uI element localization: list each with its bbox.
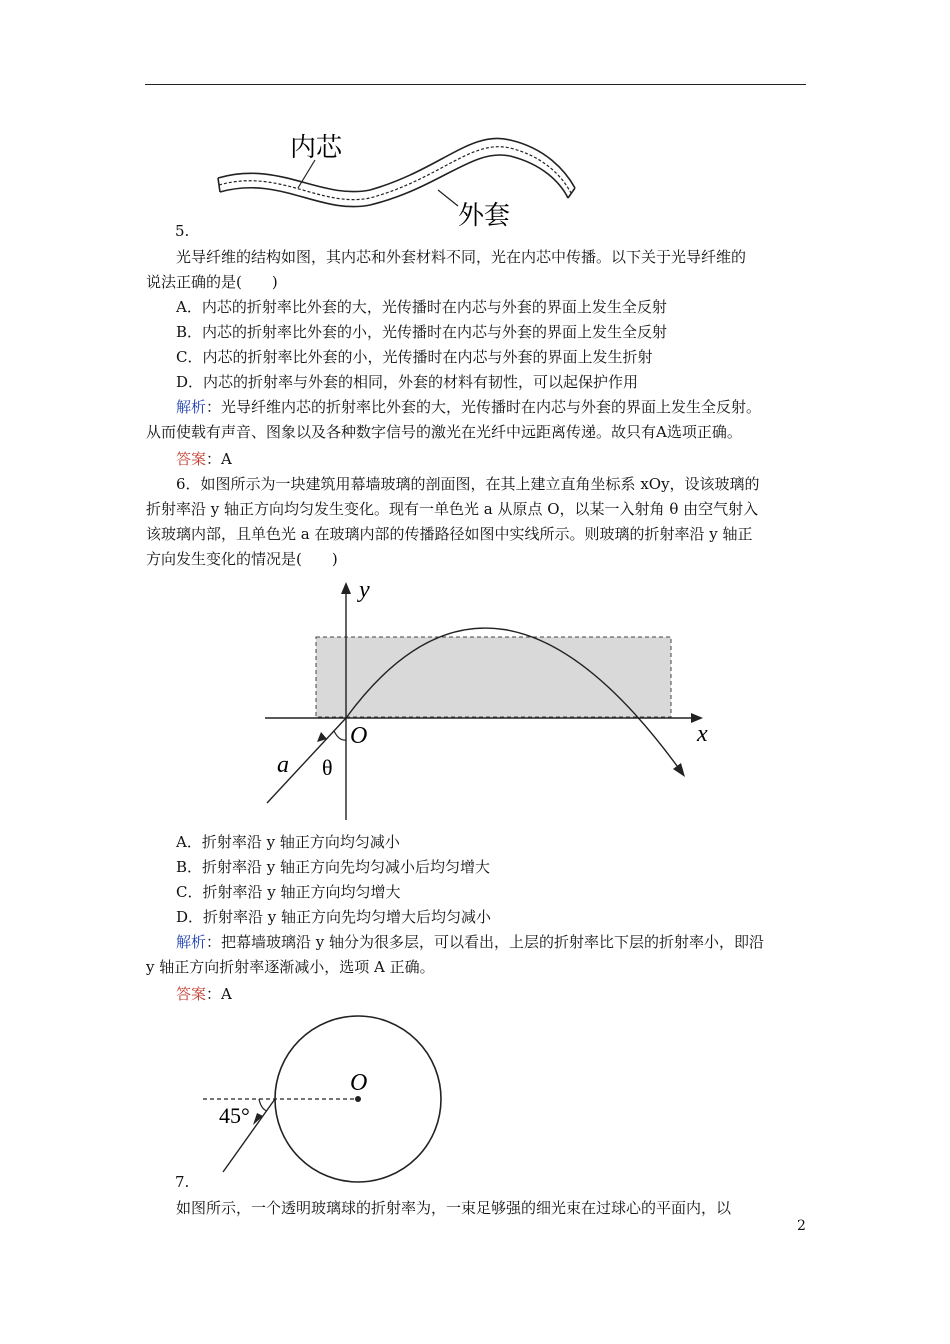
- q7-number: 7.: [175, 1173, 190, 1191]
- q5-option-a: A．内芯的折射率比外套的大，光传播时在内芯与外套的界面上发生全反射: [176, 298, 667, 316]
- page-number: 2: [797, 1218, 806, 1234]
- q6-option-a: A．折射率沿 y 轴正方向均匀减小: [176, 833, 400, 851]
- q6-stem-3: 该玻璃内部，且单色光 a 在玻璃内部的传播路径如图中实线所示。则玻璃的折射率沿 y 轴正: [146, 525, 753, 543]
- q6-answer: [176, 984, 232, 1004]
- q5-analysis-2: 从而使载有声音、图象以及各种数字信号的激光在光纤中远距离传递。故只有A选项正确。: [146, 423, 742, 441]
- q6-answer-label: 答案: [176, 985, 207, 1003]
- q5-number: 5.: [175, 222, 190, 240]
- q6-analysis-text: ：把幕墙玻璃沿 y 轴分为很多层，可以看出，上层的折射率比下层的折射率小，即沿: [206, 933, 765, 951]
- q5-stem-1: 光导纤维的结构如图，其内芯和外套材料不同，光在内芯中传播。以下关于光导纤维的: [176, 248, 747, 266]
- theta-arc: [334, 731, 346, 740]
- q5-option-b: B．内芯的折射率比外套的小，光传播时在内芯与外套的界面上发生全反射: [176, 323, 668, 341]
- q6-option-b: B．折射率沿 y 轴正方向先均匀减小后均匀增大: [176, 858, 491, 876]
- q7-stem-1: 如图所示，一个透明玻璃球的折射率为，一束足够强的细光束在过球心的平面内，以: [176, 1199, 732, 1217]
- optical-fiber-figure: [210, 120, 590, 235]
- theta-label: θ: [322, 755, 333, 780]
- origin-label: O: [350, 723, 368, 749]
- fiber-outer-label: 外套: [458, 200, 511, 230]
- x-axis-label: x: [697, 721, 708, 747]
- center-point: [355, 1096, 361, 1102]
- q5-option-c: C．内芯的折射率比外套的小，光传播时在内芯与外套的界面上发生折射: [176, 348, 653, 366]
- y-axis-arrow: [341, 582, 351, 594]
- fiber-inner-label: 内芯: [290, 132, 343, 162]
- center-label: O: [350, 1070, 368, 1096]
- glass-sphere-figure: [195, 1015, 455, 1185]
- q5-analysis-1: [176, 397, 761, 417]
- ray-label: a: [277, 752, 289, 778]
- exit-ray-arrow: [673, 763, 685, 777]
- q6-stem-1: 6．如图所示为一块建筑用幕墙玻璃的剖面图，在其上建立直角坐标系 xOy，设该玻璃的: [176, 475, 760, 493]
- q6-stem-2: 折射率沿 y 轴正方向均匀发生变化。现有一单色光 a 从原点 O，以某一入射角 θ 由空气射入: [146, 500, 759, 518]
- q5-analysis-text: ：光导纤维内芯的折射率比外套的大，光传播时在内芯与外套的界面上发生全反射。: [206, 398, 762, 416]
- q5-answer: [176, 449, 232, 469]
- header-rule: [145, 84, 806, 85]
- q5-analysis-label: 解析: [176, 398, 207, 416]
- q6-analysis-2: y 轴正方向折射率逐渐减小，选项 A 正确。: [146, 958, 435, 976]
- q5-option-d: D．内芯的折射率与外套的相同，外套的材料有韧性，可以起保护作用: [176, 373, 639, 391]
- q6-answer-value: ：A: [206, 985, 232, 1003]
- glass-block: [316, 637, 671, 717]
- q5-stem-2: 说法正确的是( ): [146, 273, 278, 291]
- q6-analysis-1: [176, 932, 764, 952]
- q5-answer-value: ：A: [206, 450, 232, 468]
- q5-answer-label: 答案: [176, 450, 207, 468]
- q6-stem-4: 方向发生变化的情况是( ): [146, 550, 338, 568]
- angle-label: 45°: [219, 1103, 250, 1128]
- q6-option-d: D．折射率沿 y 轴正方向先均匀增大后均匀减小: [176, 908, 492, 926]
- angle-arc: [259, 1099, 267, 1111]
- q6-option-c: C．折射率沿 y 轴正方向均匀增大: [176, 883, 401, 901]
- y-axis-label: y: [359, 577, 370, 603]
- glass-refraction-figure: [255, 575, 735, 830]
- q6-analysis-label: 解析: [176, 933, 207, 951]
